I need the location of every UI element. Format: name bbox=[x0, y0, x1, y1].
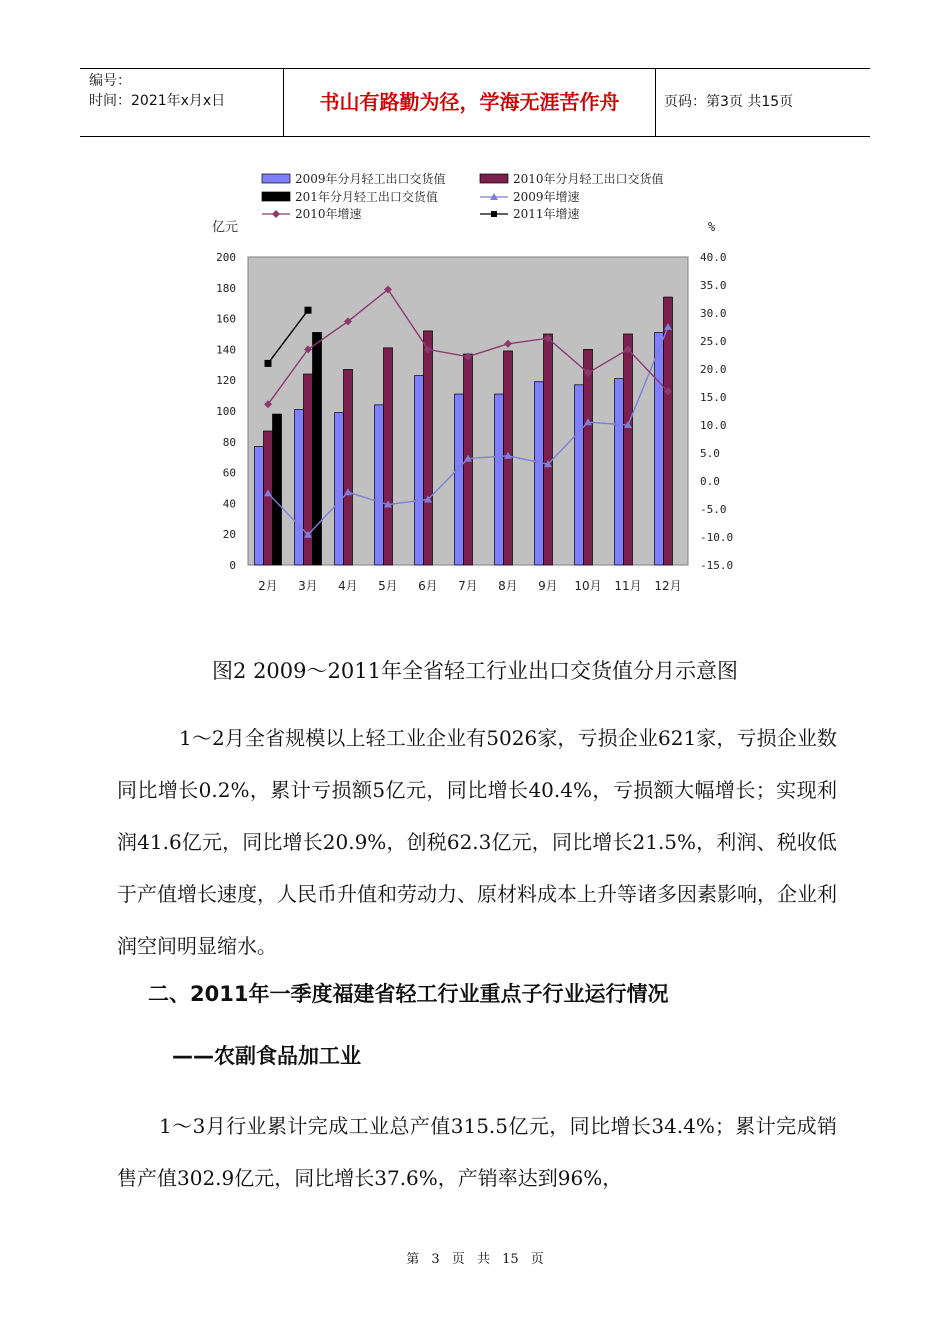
x-tick-label: 3月 bbox=[298, 579, 318, 593]
legend-label: 2009年增速 bbox=[513, 190, 580, 204]
bar bbox=[615, 379, 624, 565]
x-tick-label: 10月 bbox=[574, 579, 602, 593]
right-tick-label: 40.0 bbox=[700, 251, 727, 264]
legend-label: 2009年分月轻工出口交货值 bbox=[295, 172, 446, 186]
right-tick-label: 30.0 bbox=[700, 307, 727, 320]
right-tick-label: -15.0 bbox=[700, 559, 734, 572]
footer-text: 页 bbox=[451, 1252, 465, 1267]
footer-total-pages: 15 bbox=[502, 1252, 519, 1267]
footer-text: 页 bbox=[530, 1252, 544, 1267]
legend-swatch bbox=[262, 174, 290, 183]
x-tick-label: 9月 bbox=[538, 579, 558, 593]
left-tick-label: 20 bbox=[222, 528, 236, 542]
bar bbox=[295, 409, 304, 565]
subsection-heading: ——农副食品加工业 bbox=[172, 1044, 361, 1068]
legend-label: 2010年增速 bbox=[295, 207, 362, 221]
paragraph-food-processing: 1～3月行业累计完成工业总产值315.5亿元，同比增长34.4%；累计完成销售产值302.9亿元，同比增长37.6%，产销率达到96%， bbox=[117, 1114, 837, 1190]
bar bbox=[384, 348, 393, 565]
bar bbox=[424, 331, 433, 565]
x-tick-label: 5月 bbox=[378, 579, 398, 593]
right-tick-label: 35.0 bbox=[700, 279, 727, 292]
footer-text: 第 bbox=[406, 1252, 420, 1267]
page-footer bbox=[0, 1248, 950, 1267]
bar bbox=[313, 332, 322, 565]
left-tick-label: 140 bbox=[216, 343, 236, 357]
legend-label: 201年分月轻工出口交货值 bbox=[295, 190, 438, 204]
bar bbox=[335, 413, 344, 565]
right-tick-label: 20.0 bbox=[700, 363, 727, 376]
bar bbox=[375, 405, 384, 565]
legend-marker bbox=[272, 210, 280, 218]
bar bbox=[495, 394, 504, 565]
left-tick-label: 0 bbox=[229, 559, 236, 572]
bar bbox=[455, 394, 464, 565]
section-heading: 二、2011年一季度福建省轻工行业重点子行业运行情况 bbox=[148, 982, 669, 1006]
x-tick-label: 11月 bbox=[614, 579, 642, 593]
x-tick-label: 7月 bbox=[458, 579, 478, 593]
line-point bbox=[265, 360, 272, 367]
legend-swatch bbox=[480, 174, 508, 183]
header-motto: 书山有路勤为径，学海无涯苦作舟 bbox=[284, 69, 656, 136]
left-tick-label: 160 bbox=[216, 312, 236, 326]
x-tick-label: 2月 bbox=[258, 579, 278, 593]
line-point bbox=[305, 307, 312, 314]
left-tick-label: 60 bbox=[222, 466, 236, 480]
legend-marker bbox=[491, 211, 497, 217]
bar bbox=[544, 334, 553, 565]
right-tick-label: 10.0 bbox=[700, 419, 727, 432]
bar bbox=[415, 376, 424, 565]
left-axis-unit: 亿元 bbox=[212, 220, 239, 235]
left-tick-label: 40 bbox=[222, 497, 236, 511]
right-tick-label: -10.0 bbox=[700, 531, 734, 544]
bar bbox=[655, 332, 664, 565]
bar bbox=[584, 349, 593, 565]
legend-label: 2011年增速 bbox=[513, 207, 580, 221]
right-tick-label: 15.0 bbox=[700, 391, 727, 404]
page-header bbox=[80, 68, 870, 137]
right-tick-label: 25.0 bbox=[700, 335, 727, 348]
bar bbox=[344, 369, 353, 565]
x-tick-label: 6月 bbox=[418, 579, 438, 593]
bar bbox=[575, 385, 584, 565]
export-value-chart bbox=[170, 165, 750, 600]
x-tick-label: 8月 bbox=[498, 579, 518, 593]
bar bbox=[535, 382, 544, 565]
left-tick-label: 120 bbox=[216, 374, 236, 388]
right-tick-label: -5.0 bbox=[700, 503, 727, 516]
left-tick-label: 80 bbox=[222, 435, 236, 449]
paragraph-profit-summary: 1～2月全省规模以上轻工业企业有5026家，亏损企业621家，亏损企业数同比增长0.2%，累计亏损额5亿元，同比增长40.4%，亏损额大幅增长；实现利润41.6亿元，同比增长20.9%，创税62.3亿元，同比增长21.5%，利润、税收低于产值增长速度，人民币升值和劳动力、原材料成本上升等诸多因素影响，企业利润空间明显缩水。 bbox=[117, 726, 837, 958]
right-tick-label: 5.0 bbox=[700, 447, 720, 460]
header-meta bbox=[80, 69, 284, 136]
bar bbox=[664, 297, 673, 565]
right-axis-unit: % bbox=[708, 220, 716, 234]
figure-caption: 图2 2009～2011年全省轻工行业出口交货值分月示意图 bbox=[212, 659, 738, 683]
document-date: 时间：2021年x月x日 bbox=[89, 93, 226, 109]
left-tick-label: 180 bbox=[216, 281, 236, 295]
x-tick-label: 4月 bbox=[338, 579, 358, 593]
left-tick-label: 200 bbox=[216, 251, 236, 264]
bar bbox=[255, 446, 264, 565]
bar bbox=[264, 431, 273, 565]
x-tick-label: 12月 bbox=[654, 579, 682, 593]
right-tick-label: 0.0 bbox=[700, 475, 720, 488]
left-tick-label: 100 bbox=[216, 405, 236, 418]
bar bbox=[273, 414, 282, 565]
footer-page-number: 3 bbox=[431, 1252, 440, 1267]
legend-swatch bbox=[262, 192, 290, 201]
header-page-info: 页码：第3页 共15页 bbox=[664, 94, 794, 110]
document-number-label: 编号： bbox=[89, 73, 131, 89]
bar bbox=[624, 334, 633, 565]
legend-label: 2010年分月轻工出口交货值 bbox=[513, 172, 664, 186]
footer-text: 共 bbox=[476, 1252, 490, 1267]
